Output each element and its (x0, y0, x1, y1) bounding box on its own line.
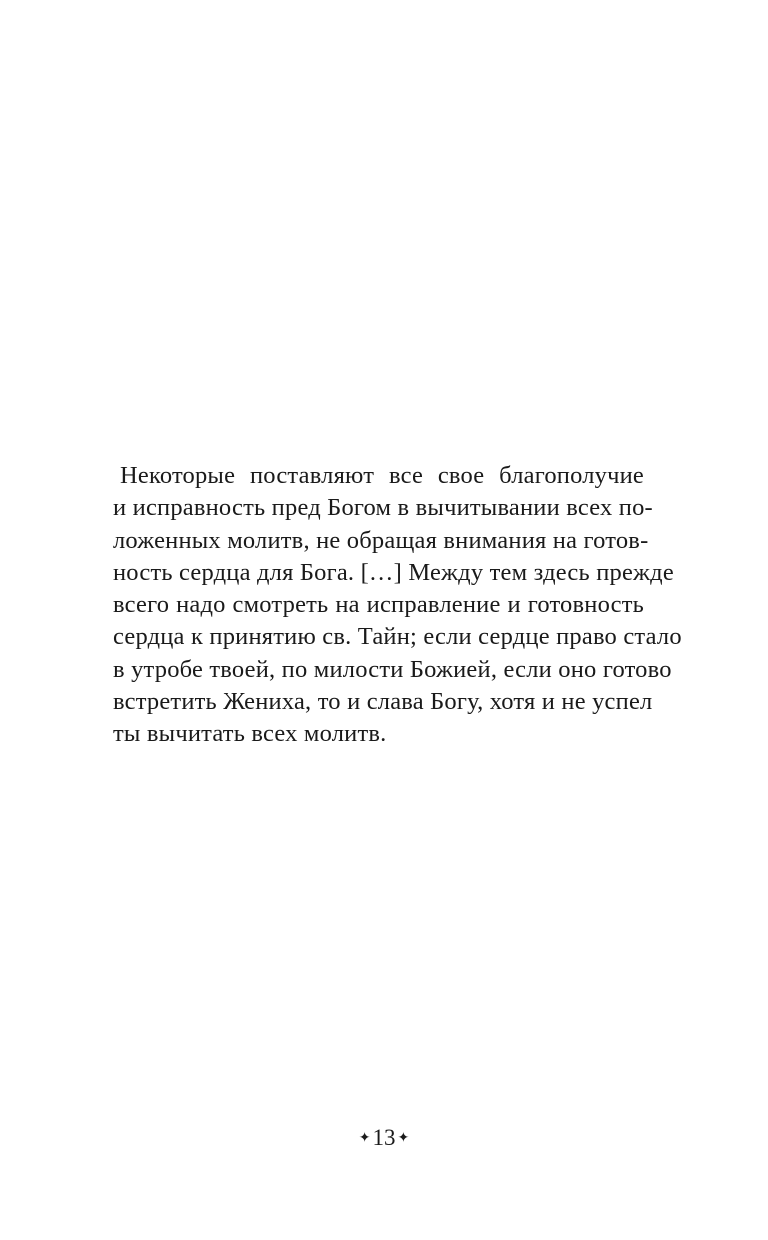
page-number: 13 (372, 1125, 396, 1150)
page-footer (0, 1123, 768, 1154)
paragraph-line-4: ность сердца для Бога. […] Между тем здесь прежде (113, 558, 674, 586)
paragraph-line-3: ложенных молитв, не обращая внимания на готов- (113, 526, 649, 554)
paragraph-line-9: ты вычитать всех молитв. (113, 720, 387, 748)
paragraph-line-5: всего надо смотреть на исправление и готовность (113, 591, 644, 619)
body-paragraph (113, 460, 682, 751)
paragraph-line-8: встретить Жениха, то и слава Богу, хотя и не успел (113, 688, 653, 716)
paragraph-line-6: сердца к принятию св. Тайн; если сердце право стало (113, 623, 682, 651)
paragraph-line-1: Некоторые поставляют все свое благополучие (120, 462, 644, 489)
ornament-left-icon: ✦ (358, 1131, 371, 1146)
ornament-right-icon: ✦ (397, 1131, 410, 1146)
paragraph-line-7: в утробе твоей, по милости Божией, если оно готово (113, 655, 672, 683)
paragraph-line-2: и исправность пред Богом в вычитывании всех по- (113, 494, 653, 522)
